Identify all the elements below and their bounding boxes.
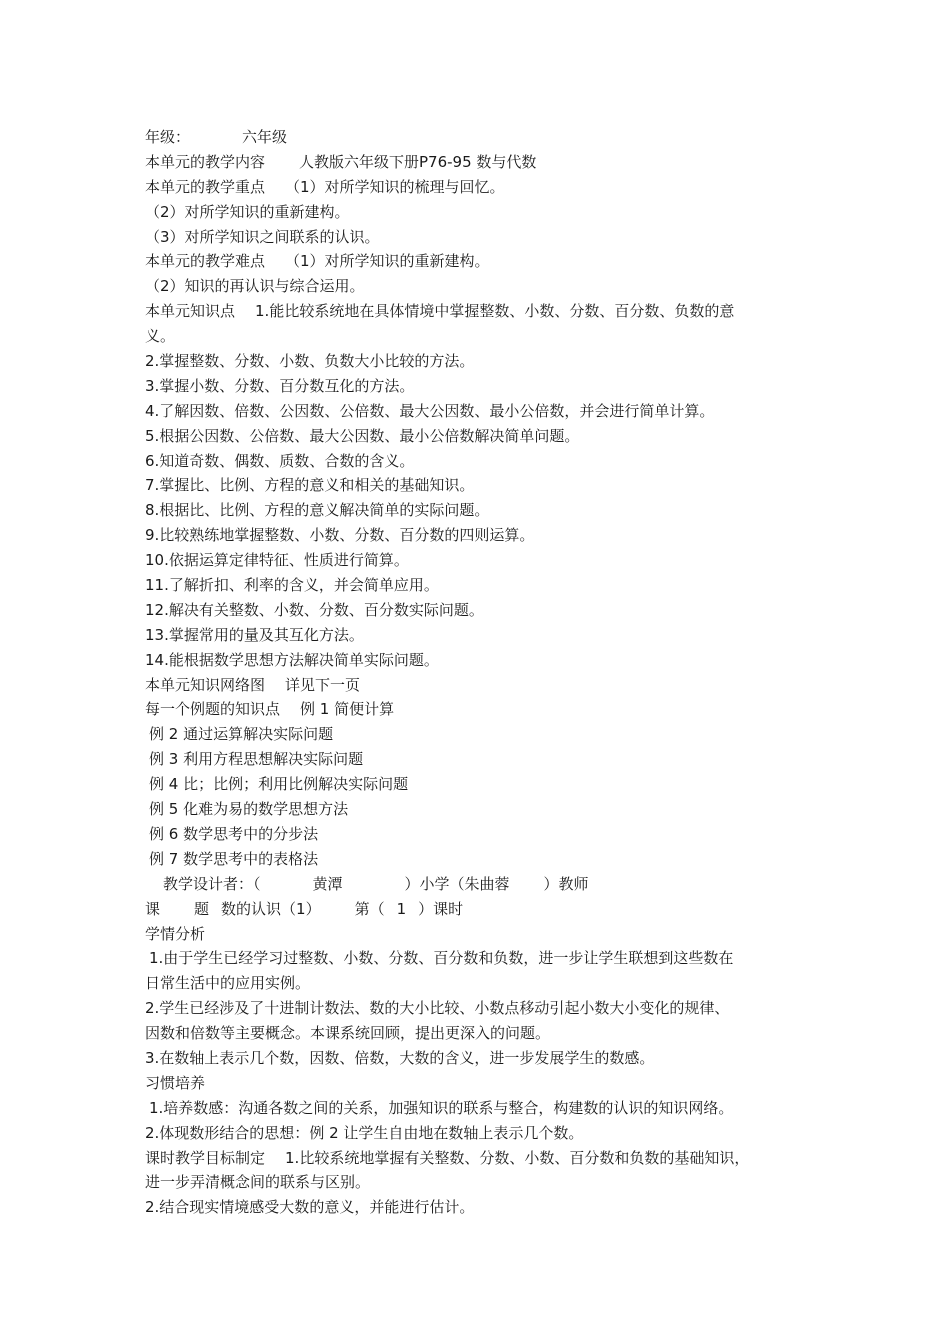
objectives-line: [145, 1146, 810, 1171]
objective-line: 2.结合现实情境感受大数的意义，并能进行估计。: [145, 1198, 475, 1217]
key-points-label: 本单元的教学重点: [145, 177, 266, 196]
habits-line: 1.培养数感：沟通各数之间的关系，加强知识的联系与整合，构建数的认识的知识网络。: [149, 1098, 734, 1117]
difficulties-label: 本单元的教学难点: [145, 252, 266, 271]
key-point-line: [145, 225, 810, 250]
example-item: 例 6 数学思考中的分步法: [149, 824, 319, 843]
knowledge-point-item: 4.了解因数、倍数、公因数、公倍数、最大公因数、最小公倍数，并会进行简单计算。: [145, 401, 715, 420]
knowledge-point-item: 11.了解折扣、利率的含义，并会简单应用。: [145, 576, 439, 595]
example-line: [145, 747, 810, 772]
objective-item: 1.比较系统地掌握有关整数、分数、小数、百分数和负数的基础知识，: [285, 1148, 750, 1167]
lesson-label-a: 课: [145, 899, 161, 918]
knowledge-point-item: 8.根据比、比例、方程的意义解决简单的实际问题。: [145, 501, 490, 520]
student-analysis-line: 3.在数轴上表示几个数，因数、倍数，大数的含义，进一步发展学生的数感。: [145, 1048, 655, 1067]
example-item: 例 1 简便计算: [300, 700, 395, 719]
designer-school: 黄潭: [312, 874, 343, 893]
teaching-content-line: [145, 150, 810, 175]
difficulty-item: （1）对所学知识的重新建构。: [285, 252, 490, 271]
lesson-line: [145, 897, 810, 922]
example-item: 例 3 利用方程思想解决实际问题: [149, 750, 364, 769]
student-analysis-line: 1.由于学生已经学习过整数、小数、分数、百分数和负数，进一步让学生联想到这些数在: [149, 949, 734, 968]
habits-label: 习惯培养: [145, 1073, 206, 1092]
grade-value: 六年级: [242, 128, 288, 146]
grade-label: 年级：: [145, 128, 191, 146]
difficulties-line: [145, 249, 810, 274]
student-analysis-line: 日常生活中的应用实例。: [145, 974, 311, 993]
example-line: [145, 797, 810, 822]
designer-end: ）教师: [543, 874, 589, 893]
example-line: [145, 772, 810, 797]
knowledge-point-item: 9.比较熟练地掌握整数、小数、分数、百分数的四则运算。: [145, 526, 535, 545]
knowledge-point-item: 6.知道奇数、偶数、质数、合数的含义。: [145, 451, 415, 470]
grade-line: [145, 125, 810, 150]
knowledge-map-label: 本单元知识网络图: [145, 675, 266, 694]
lesson-period-a: 第（: [354, 899, 385, 918]
knowledge-points-line: [145, 299, 810, 324]
key-point-item: （1）对所学知识的梳理与回忆。: [285, 177, 505, 196]
lesson-period-b: ）课时: [418, 899, 464, 918]
knowledge-point-item: 10.依据运算定律特征、性质进行简算。: [145, 551, 409, 570]
knowledge-point-line: [145, 648, 810, 673]
difficulty-line: [145, 274, 810, 299]
student-analysis-line: 2.学生已经涉及了十进制计数法、数的大小比较、小数点移动引起小数大小变化的规律、: [145, 999, 730, 1018]
example-line: [145, 722, 810, 747]
example-item: 例 4 比；比例；利用比例解决实际问题: [149, 775, 409, 794]
example-item: 例 2 通过运算解决实际问题: [149, 725, 334, 744]
student-analysis-label: 学情分析: [145, 924, 206, 943]
examples-label: 每一个例题的知识点: [145, 700, 281, 719]
knowledge-point-line: [145, 449, 810, 474]
example-item: 例 5 化难为易的数学思想方法: [149, 800, 349, 819]
knowledge-point-item: 1.能比较系统地在具体情境中掌握整数、小数、分数、百分数、负数的意: [255, 302, 735, 321]
knowledge-map-line: [145, 673, 810, 698]
knowledge-point-line: [145, 399, 810, 424]
knowledge-point-line: [145, 374, 810, 399]
knowledge-point-item: 5.根据公因数、公倍数、最大公因数、最小公倍数解决简单问题。: [145, 426, 580, 445]
knowledge-point-item: 13.掌握常用的量及其互化方法。: [145, 625, 364, 644]
objectives-label: 课时教学目标制定: [145, 1148, 266, 1167]
lesson-label-b: 题: [194, 899, 210, 918]
example-line: [145, 822, 810, 847]
knowledge-point-line: [145, 598, 810, 623]
teaching-content-label: 本单元的教学内容: [145, 152, 266, 171]
knowledge-point-item: 12.解决有关整数、小数、分数、百分数实际问题。: [145, 600, 484, 619]
key-point-item: （3）对所学知识之间联系的认识。: [145, 227, 380, 246]
lesson-period-num: 1: [396, 899, 407, 918]
knowledge-point-item: 3.掌握小数、分数、百分数互化的方法。: [145, 376, 415, 395]
key-point-item: （2）对所学知识的重新建构。: [145, 202, 350, 221]
knowledge-point-line: [145, 523, 810, 548]
knowledge-point-item: 2.掌握整数、分数、小数、负数大小比较的方法。: [145, 352, 475, 371]
knowledge-points-label: 本单元知识点: [145, 302, 236, 321]
knowledge-point-item: 7.掌握比、比例、方程的意义和相关的基础知识。: [145, 476, 475, 495]
knowledge-point-line: [145, 548, 810, 573]
knowledge-point-cont: [145, 324, 810, 349]
key-point-line: [145, 200, 810, 225]
knowledge-point-item: 14.能根据数学思想方法解决简单实际问题。: [145, 650, 439, 669]
lesson-title: 数的认识（1）: [221, 899, 321, 918]
knowledge-map-value: 详见下一页: [285, 675, 361, 694]
knowledge-point-line: [145, 498, 810, 523]
designer-label: 教学设计者：（: [163, 874, 261, 893]
examples-line: [145, 697, 810, 722]
habits-line: 2.体现数形结合的思想：例 2 让学生自由地在数轴上表示几个数。: [145, 1123, 584, 1142]
key-points-line: [145, 175, 810, 200]
example-item: 例 7 数学思考中的表格法: [149, 849, 319, 868]
knowledge-point-line: [145, 473, 810, 498]
student-analysis-line: 因数和倍数等主要概念。本课系统回顾，提出更深入的问题。: [145, 1024, 551, 1043]
knowledge-point-item: 义。: [145, 327, 176, 346]
designer-mid: ）小学（朱曲蓉: [404, 874, 510, 893]
teaching-content-value: 人教版六年级下册P76-95 数与代数: [299, 152, 537, 171]
knowledge-point-line: [145, 623, 810, 648]
difficulty-item: （2）知识的再认识与综合运用。: [145, 277, 365, 296]
knowledge-point-line: [145, 349, 810, 374]
knowledge-point-line: [145, 573, 810, 598]
knowledge-point-line: [145, 424, 810, 449]
example-line: [145, 847, 810, 872]
objective-cont: 进一步弄清概念间的联系与区别。: [145, 1173, 371, 1192]
document-body: [145, 125, 810, 1220]
designer-line: [145, 872, 810, 897]
